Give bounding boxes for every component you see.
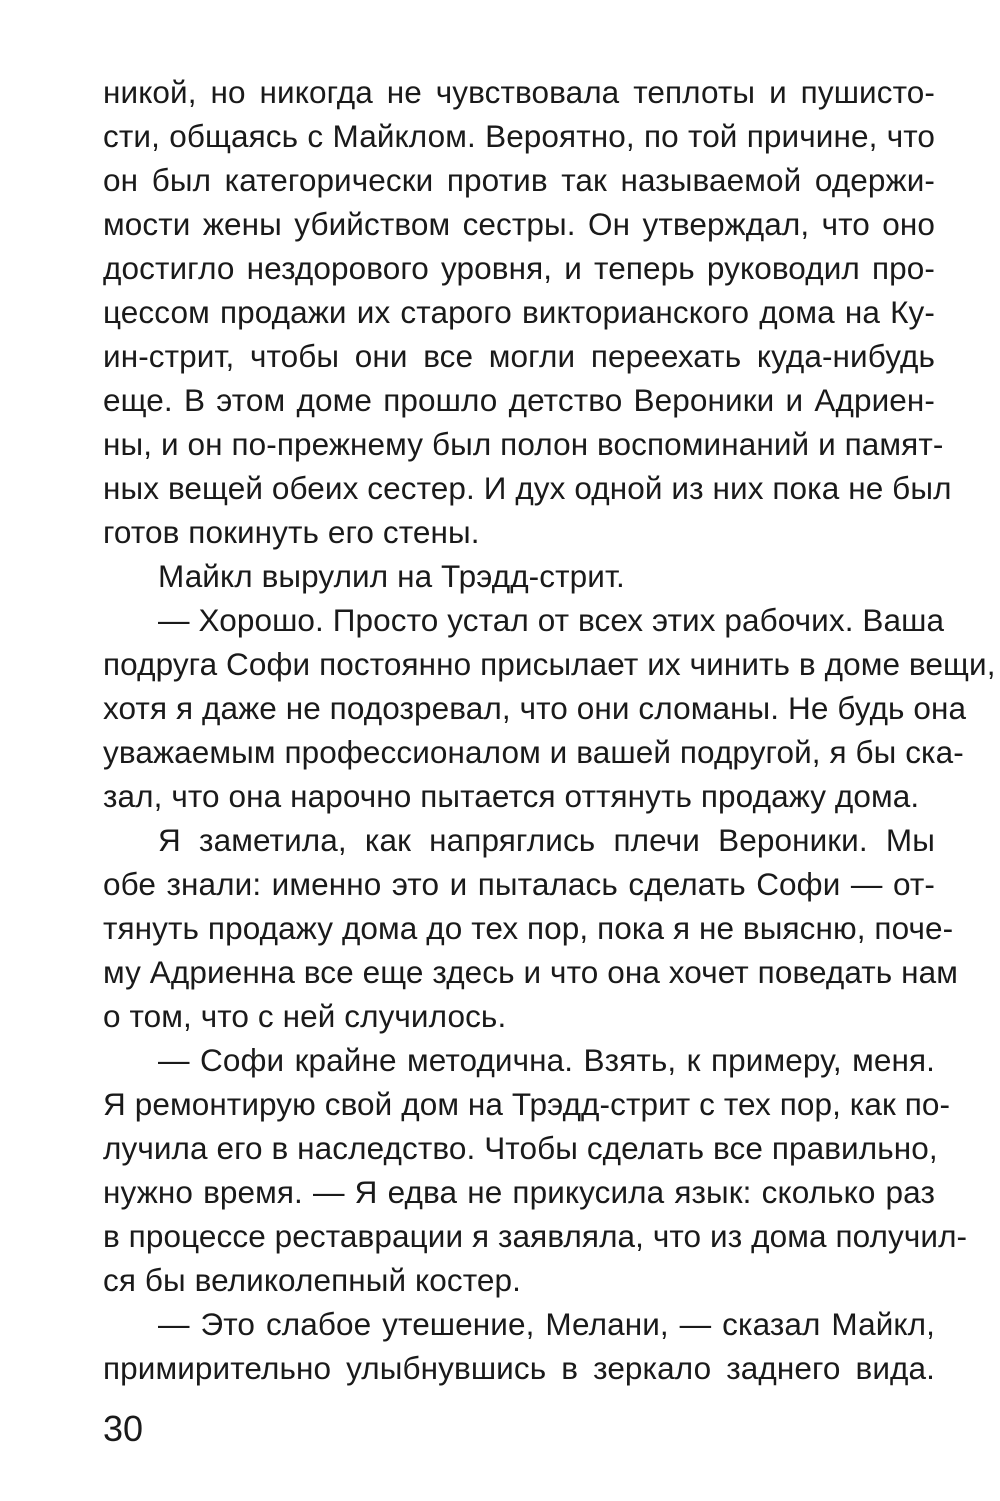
text-line: достигло нездорового уровня, и теперь руководил про- <box>103 250 935 286</box>
text-line: готов покинуть его стены. <box>103 514 480 550</box>
text-line: обе знали: именно это и пыталась сделать Софи — от- <box>103 866 935 902</box>
text-line: он был категорически против так называемой одержи- <box>103 162 935 198</box>
text-line: никой, но никогда не чувствовала теплоты и пушисто- <box>103 74 935 110</box>
text-line: Майкл вырулил на Трэдд-стрит. <box>158 558 625 594</box>
text-line: нужно время. — Я едва не прикусила язык: сколько раз <box>103 1174 935 1210</box>
text-line: примирительно улыбнувшись в зеркало заднего вида. <box>103 1350 935 1386</box>
text-line: зал, что она нарочно пытается оттянуть продажу дома. <box>103 778 920 814</box>
text-line: — Софи крайне методична. Взять, к примеру, меня. <box>158 1042 935 1078</box>
text-line: в процессе реставрации я заявляла, что из дома получил- <box>103 1218 968 1254</box>
text-line: о том, что с ней случилось. <box>103 998 507 1034</box>
text-line: еще. В этом доме прошло детство Вероники и Адриен- <box>103 382 935 418</box>
text-line: сти, общаясь с Майклом. Вероятно, по той причине, что <box>103 118 935 154</box>
text-line: ны, и он по-прежнему был полон воспоминаний и памят- <box>103 426 944 462</box>
text-line: цессом продажи их старого викторианского дома на Ку- <box>103 294 935 330</box>
page-number: 30 <box>103 1408 144 1449</box>
text-line: хотя я даже не подозревал, что они сломаны. Не будь она <box>103 690 967 726</box>
text-line: лучила его в наследство. Чтобы сделать все правильно, <box>103 1130 938 1166</box>
text-line: ных вещей обеих сестер. И дух одной из них пока не был <box>103 470 952 506</box>
text-line: Я ремонтирую свой дом на Трэдд-стрит с тех пор, как по- <box>103 1086 951 1122</box>
text-line: мости жены убийством сестры. Он утверждал, что оно <box>103 206 935 242</box>
text-line: ся бы великолепный костер. <box>103 1262 521 1298</box>
text-line: уважаемым профессионалом и вашей подругой, я бы ска- <box>103 734 964 770</box>
text-line: ин-стрит, чтобы они все могли переехать куда-нибудь <box>103 338 935 374</box>
text-line: — Это слабое утешение, Мелани, — сказал Майкл, <box>158 1306 935 1342</box>
text-line: Я заметила, как напряглись плечи Вероники. Мы <box>158 822 935 858</box>
text-line: подруга Софи постоянно присылает их чинить в доме вещи, <box>103 646 996 682</box>
text-line: — Хорошо. Просто устал от всех этих рабочих. Ваша <box>158 602 945 638</box>
text-line: тянуть продажу дома до тех пор, пока я не выясню, поче- <box>103 910 954 946</box>
text-line: му Адриенна все еще здесь и что она хочет поведать нам <box>103 954 959 990</box>
